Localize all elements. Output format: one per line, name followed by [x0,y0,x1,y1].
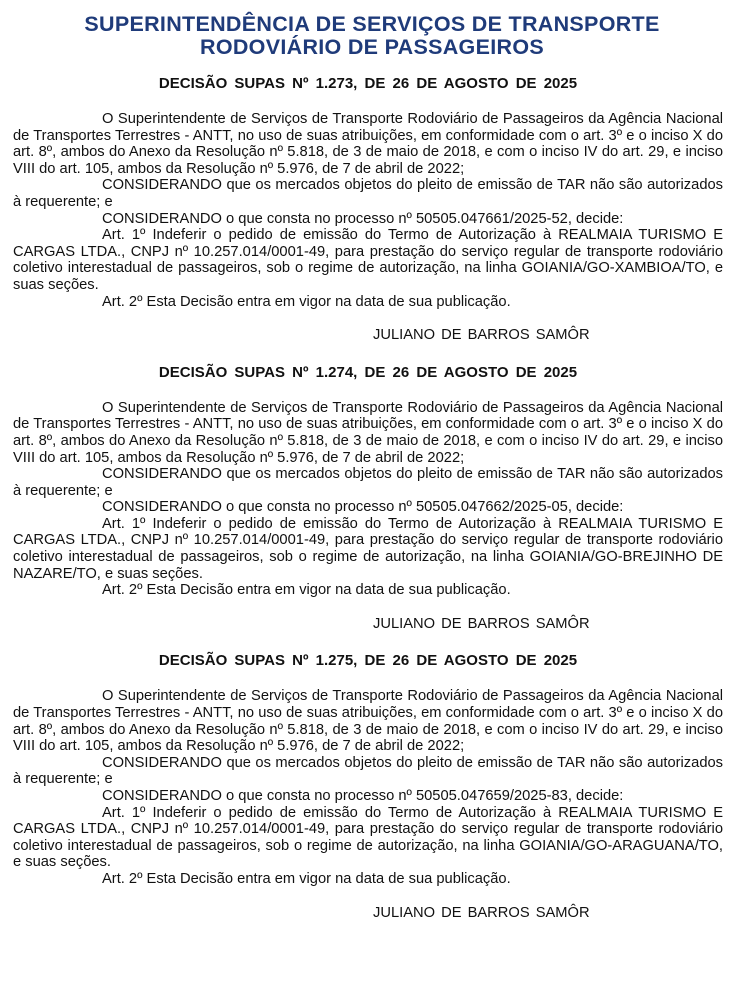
signature: JULIANO DE BARROS SAMÔR [373,615,590,632]
considerando-processo-paragraph: CONSIDERANDO o que consta no processo nº 50505.047659/2025-83, decide: [102,788,624,804]
article-1-paragraph: Art. 1º Indeferir o pedido de emissão do Termo de Autorização à REALMAIA TURISMO E CARGAS LTDA., CNPJ nº 10.257.014/0001-49, para prestação do serviço regular de transporte rodoviário coletivo interestadual de passageiros, sob o regime de autorização, na linha GOIANIA/GO-BREJINHO DE NAZARE/TO, e suas seções. [13,515,723,582]
article-1-paragraph: Art. 1º Indeferir o pedido de emissão do Termo de Autorização à REALMAIA TURISMO E CARGAS LTDA., CNPJ nº 10.257.014/0001-49, para prestação do serviço regular de transporte rodoviário coletivo interestadual de passageiros, sob o regime de autorização, na linha GOIANIA/GO-ARAGUANA/TO, e suas seções. [13,804,723,871]
preamble-paragraph: O Superintendente de Serviços de Transporte Rodoviário de Passageiros da Agência Nacional de Transportes Terrestres - ANTT, no uso de suas atribuições, em conformidade com o art. 3º e o inciso X do art. 8º, ambos do Anexo da Resolução nº 5.818, de 3 de maio de 2018, e com o inciso IV do art. 29, e inciso VIII do art. 105, ambos da Resolução nº 5.976, de 7 de abril de 2022; [13,688,723,755]
signature: JULIANO DE BARROS SAMÔR [373,327,590,344]
considerando-processo-paragraph: CONSIDERANDO o que consta no processo nº 50505.047661/2025-52, decide: [102,210,624,227]
article-2-paragraph: Art. 2º Esta Decisão entra em vigor na data de sua publicação. [102,870,511,887]
preamble-paragraph: O Superintendente de Serviços de Transporte Rodoviário de Passageiros da Agência Nacional de Transportes Terrestres - ANTT, no uso de suas atribuições, em conformidade com o art. 3º e o inciso X do art. 8º, ambos do Anexo da Resolução nº 5.818, de 3 de maio de 2018, e com o inciso IV do art. 29, e inciso VIII do art. 105, ambos da Resolução nº 5.976, de 7 de abril de 2022; [13,399,723,466]
considerando-paragraph: CONSIDERANDO que os mercados objetos do pleito de emissão de TAR não são autorizados à requerente; e [13,466,723,499]
considerando-paragraph: CONSIDERANDO que os mercados objetos do pleito de emissão de TAR não são autorizados à requerente; e [13,177,723,210]
decisao-title: DECISÃO SUPAS Nº 1.273, DE 26 DE AGOSTO DE 2025 [158,75,578,92]
document-page [13,13,723,921]
decisao-title: DECISÃO SUPAS Nº 1.275, DE 26 DE AGOSTO DE 2025 [158,652,578,670]
decisao-1273 [13,75,723,344]
decisao-title: DECISÃO SUPAS Nº 1.274, DE 26 DE AGOSTO DE 2025 [158,363,578,381]
preamble-paragraph: O Superintendente de Serviços de Transporte Rodoviário de Passageiros da Agência Nacional de Transportes Terrestres - ANTT, no uso de suas atribuições, em conformidade com o art. 3º e o inciso X do art. 8º, ambos do Anexo da Resolução nº 5.818, de 3 de maio de 2018, e com o inciso IV do art. 29, e inciso VIII do art. 105, ambos da Resolução nº 5.976, de 7 de abril de 2022; [13,111,723,177]
article-2-paragraph: Art. 2º Esta Decisão entra em vigor na data de sua publicação. [102,582,511,599]
decisao-1274 [13,364,723,633]
decisao-1275 [13,652,723,921]
organization-title: SUPERINTENDÊNCIA DE SERVIÇOS DE TRANSPORTE RODOVIÁRIO DE PASSAGEIROS [84,12,660,59]
signature: JULIANO DE BARROS SAMÔR [373,904,590,921]
considerando-processo-paragraph: CONSIDERANDO o que consta no processo nº 50505.047662/2025-05, decide: [102,499,624,516]
considerando-paragraph: CONSIDERANDO que os mercados objetos do pleito de emissão de TAR não são autorizados à requerente; e [13,754,723,788]
article-1-paragraph: Art. 1º Indeferir o pedido de emissão do Termo de Autorização à REALMAIA TURISMO E CARGAS LTDA., CNPJ nº 10.257.014/0001-49, para prestação do serviço regular de transporte rodoviário coletivo interestadual de passageiros, sob o regime de autorização, na linha GOIANIA/GO-XAMBIOA/TO, e suas seções. [13,227,723,293]
article-2-paragraph: Art. 2º Esta Decisão entra em vigor na data de sua publicação. [102,293,511,310]
